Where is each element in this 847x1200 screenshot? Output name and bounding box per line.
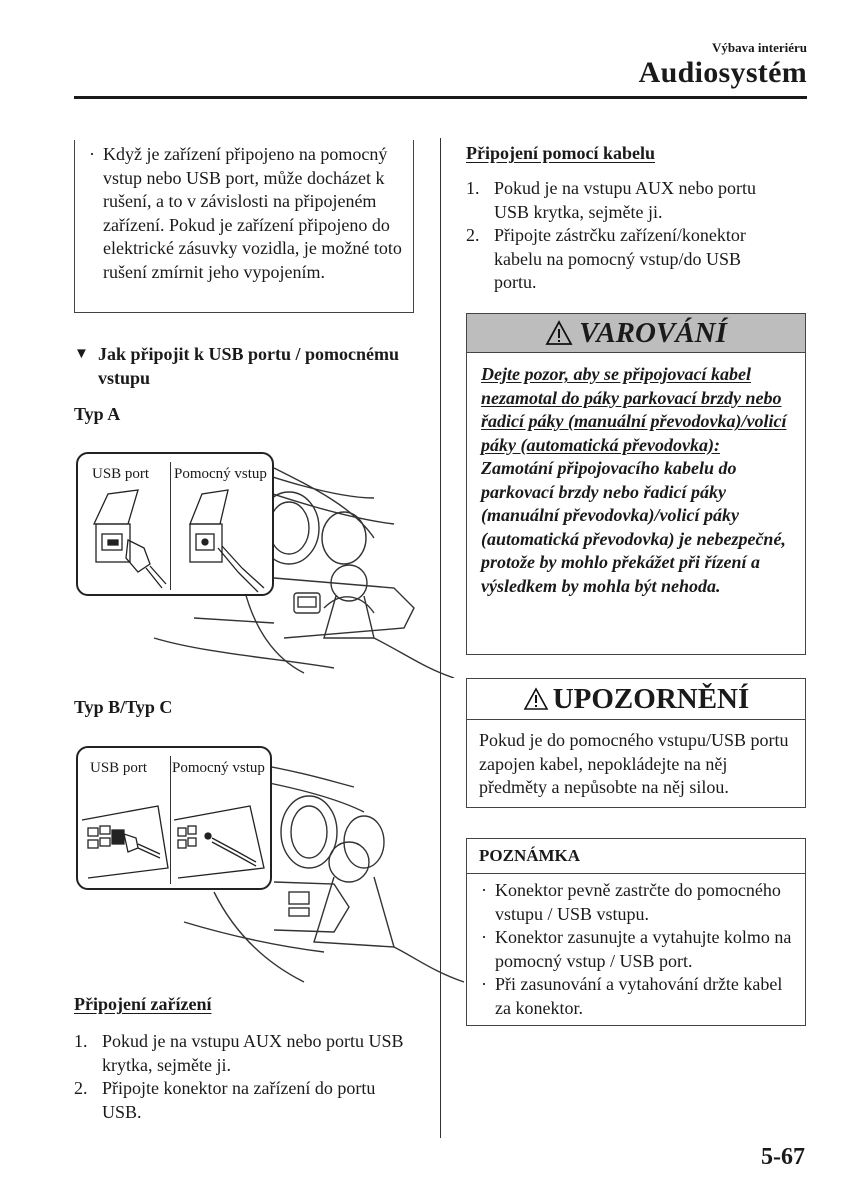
header-rule bbox=[74, 96, 807, 99]
section-heading bbox=[74, 343, 414, 390]
figure-type-bc bbox=[74, 732, 474, 984]
warning-box bbox=[466, 313, 806, 655]
figure-inset-a bbox=[76, 452, 274, 596]
step-text: Připojte zástrčku zařízení/konektor kabelu na pomocný vstup/do USB portu. bbox=[494, 225, 746, 292]
list-item: · Při zasunování a vytahování držte kabel za konektor. bbox=[481, 974, 783, 1018]
type-bc-heading: Typ B/Typ C bbox=[74, 697, 173, 717]
caution-header bbox=[467, 679, 805, 720]
note-list bbox=[467, 874, 805, 1020]
list-item: 1. Pokud je na vstupu AUX nebo portu USB krytka, sejměte ji. bbox=[74, 1031, 404, 1075]
page-number: 5-67 bbox=[761, 1144, 805, 1170]
list-item: 1. Pokud je na vstupu AUX nebo portu USB krytka, sejměte ji. bbox=[466, 178, 756, 222]
port-drawings-bc bbox=[78, 748, 272, 890]
step-text: Pokud je na vstupu AUX nebo portu USB krytka, sejměte ji. bbox=[494, 178, 756, 222]
warning-triangle-icon bbox=[545, 320, 573, 346]
note-text: Když je zařízení připojeno na pomocný vstup nebo USB port, může docházet k rušení, a to v závislosti na připojeném zařízení. Pokud je zařízení připojeno do elektrické zásuvky vozidla, je možné toto rušení zmírnit jeho vypojením. bbox=[103, 144, 402, 282]
note-item-text: Konektor pevně zastrčte do pomocného vstupu / USB vstupu. bbox=[495, 880, 781, 924]
list-item: 2. Připojte konektor na zařízení do portu USB. bbox=[74, 1078, 376, 1122]
list-item: · Konektor pevně zastrčte do pomocného vstupu / USB vstupu. bbox=[481, 880, 781, 924]
step-text: Pokud je na vstupu AUX nebo portu USB krytka, sejměte ji. bbox=[102, 1031, 404, 1075]
note-item-text: Konektor zasunujte a vytahujte kolmo na pomocný vstup / USB port. bbox=[495, 927, 792, 971]
note-item-text: Při zasunování a vytahování držte kabel za konektor. bbox=[495, 974, 783, 1018]
connect-device-heading: Připojení zařízení bbox=[74, 994, 212, 1014]
type-a-heading: Typ A bbox=[74, 404, 121, 424]
cable-steps bbox=[466, 177, 786, 295]
connect-device-steps bbox=[74, 1030, 414, 1124]
caution-triangle-icon bbox=[523, 687, 549, 711]
page-title: Audiosystém bbox=[638, 56, 807, 89]
note-box bbox=[466, 838, 806, 1026]
note-title: POZNÁMKA bbox=[467, 839, 805, 874]
port-drawings-a bbox=[78, 454, 274, 596]
warning-title: VAROVÁNÍ bbox=[579, 316, 727, 349]
section-marker: ▼ bbox=[74, 346, 89, 362]
warning-body bbox=[467, 353, 805, 598]
list-item: · Konektor zasunujte a vytahujte kolmo na pomocný vstup / USB port. bbox=[481, 927, 792, 971]
section-label: Výbava interiéru bbox=[712, 40, 807, 55]
interference-note-box bbox=[74, 140, 414, 313]
list-item: · Když je zařízení připojeno na pomocný vstup nebo USB port, může docházet k rušení, a to v závislosti na připojeném zařízení. Pokud je zařízení připojeno do elektrické zásuvky vozidla, je možné toto rušení zmírnit jeho vypojením. bbox=[89, 144, 402, 282]
figure-type-a bbox=[74, 438, 474, 678]
figure-inset-bc bbox=[76, 746, 272, 890]
step-text: Připojte konektor na zařízení do portu USB. bbox=[102, 1078, 376, 1122]
warning-header bbox=[467, 314, 805, 353]
aux-label: Pomocný vstup bbox=[174, 466, 267, 482]
caution-box bbox=[466, 678, 806, 808]
section-title: Jak připojit k USB portu / pomocnému vstupu bbox=[98, 344, 400, 388]
caution-title: UPOZORNĚNÍ bbox=[552, 682, 750, 715]
aux-label: Pomocný vstup bbox=[172, 760, 265, 776]
warning-underlined-text: Dejte pozor, aby se připojovací kabel nezamotal do páky parkovací brzdy nebo řadicí páky (manuální převodovka)/volicí páky (automatická převodovka): bbox=[481, 364, 787, 455]
warning-text: Zamotání připojovacího kabelu do parkovací brzdy nebo řadicí páky (manuální převodovka)/volicí páky (automatická převodovka) je nebezpečné, protože by mohlo překážet při řízení a výsledkem by mohla být nehoda. bbox=[481, 458, 786, 596]
cable-heading: Připojení pomocí kabelu bbox=[466, 143, 656, 163]
caution-text: Pokud je do pomocného vstupu/USB portu zapojen kabel, nepokládejte na něj předměty a nepůsobte na něj silou. bbox=[479, 730, 789, 797]
usb-port-label: USB port bbox=[90, 760, 148, 776]
usb-port-label: USB port bbox=[92, 466, 150, 482]
list-item: 2. Připojte zástrčku zařízení/konektor kabelu na pomocný vstup/do USB portu. bbox=[466, 225, 746, 292]
